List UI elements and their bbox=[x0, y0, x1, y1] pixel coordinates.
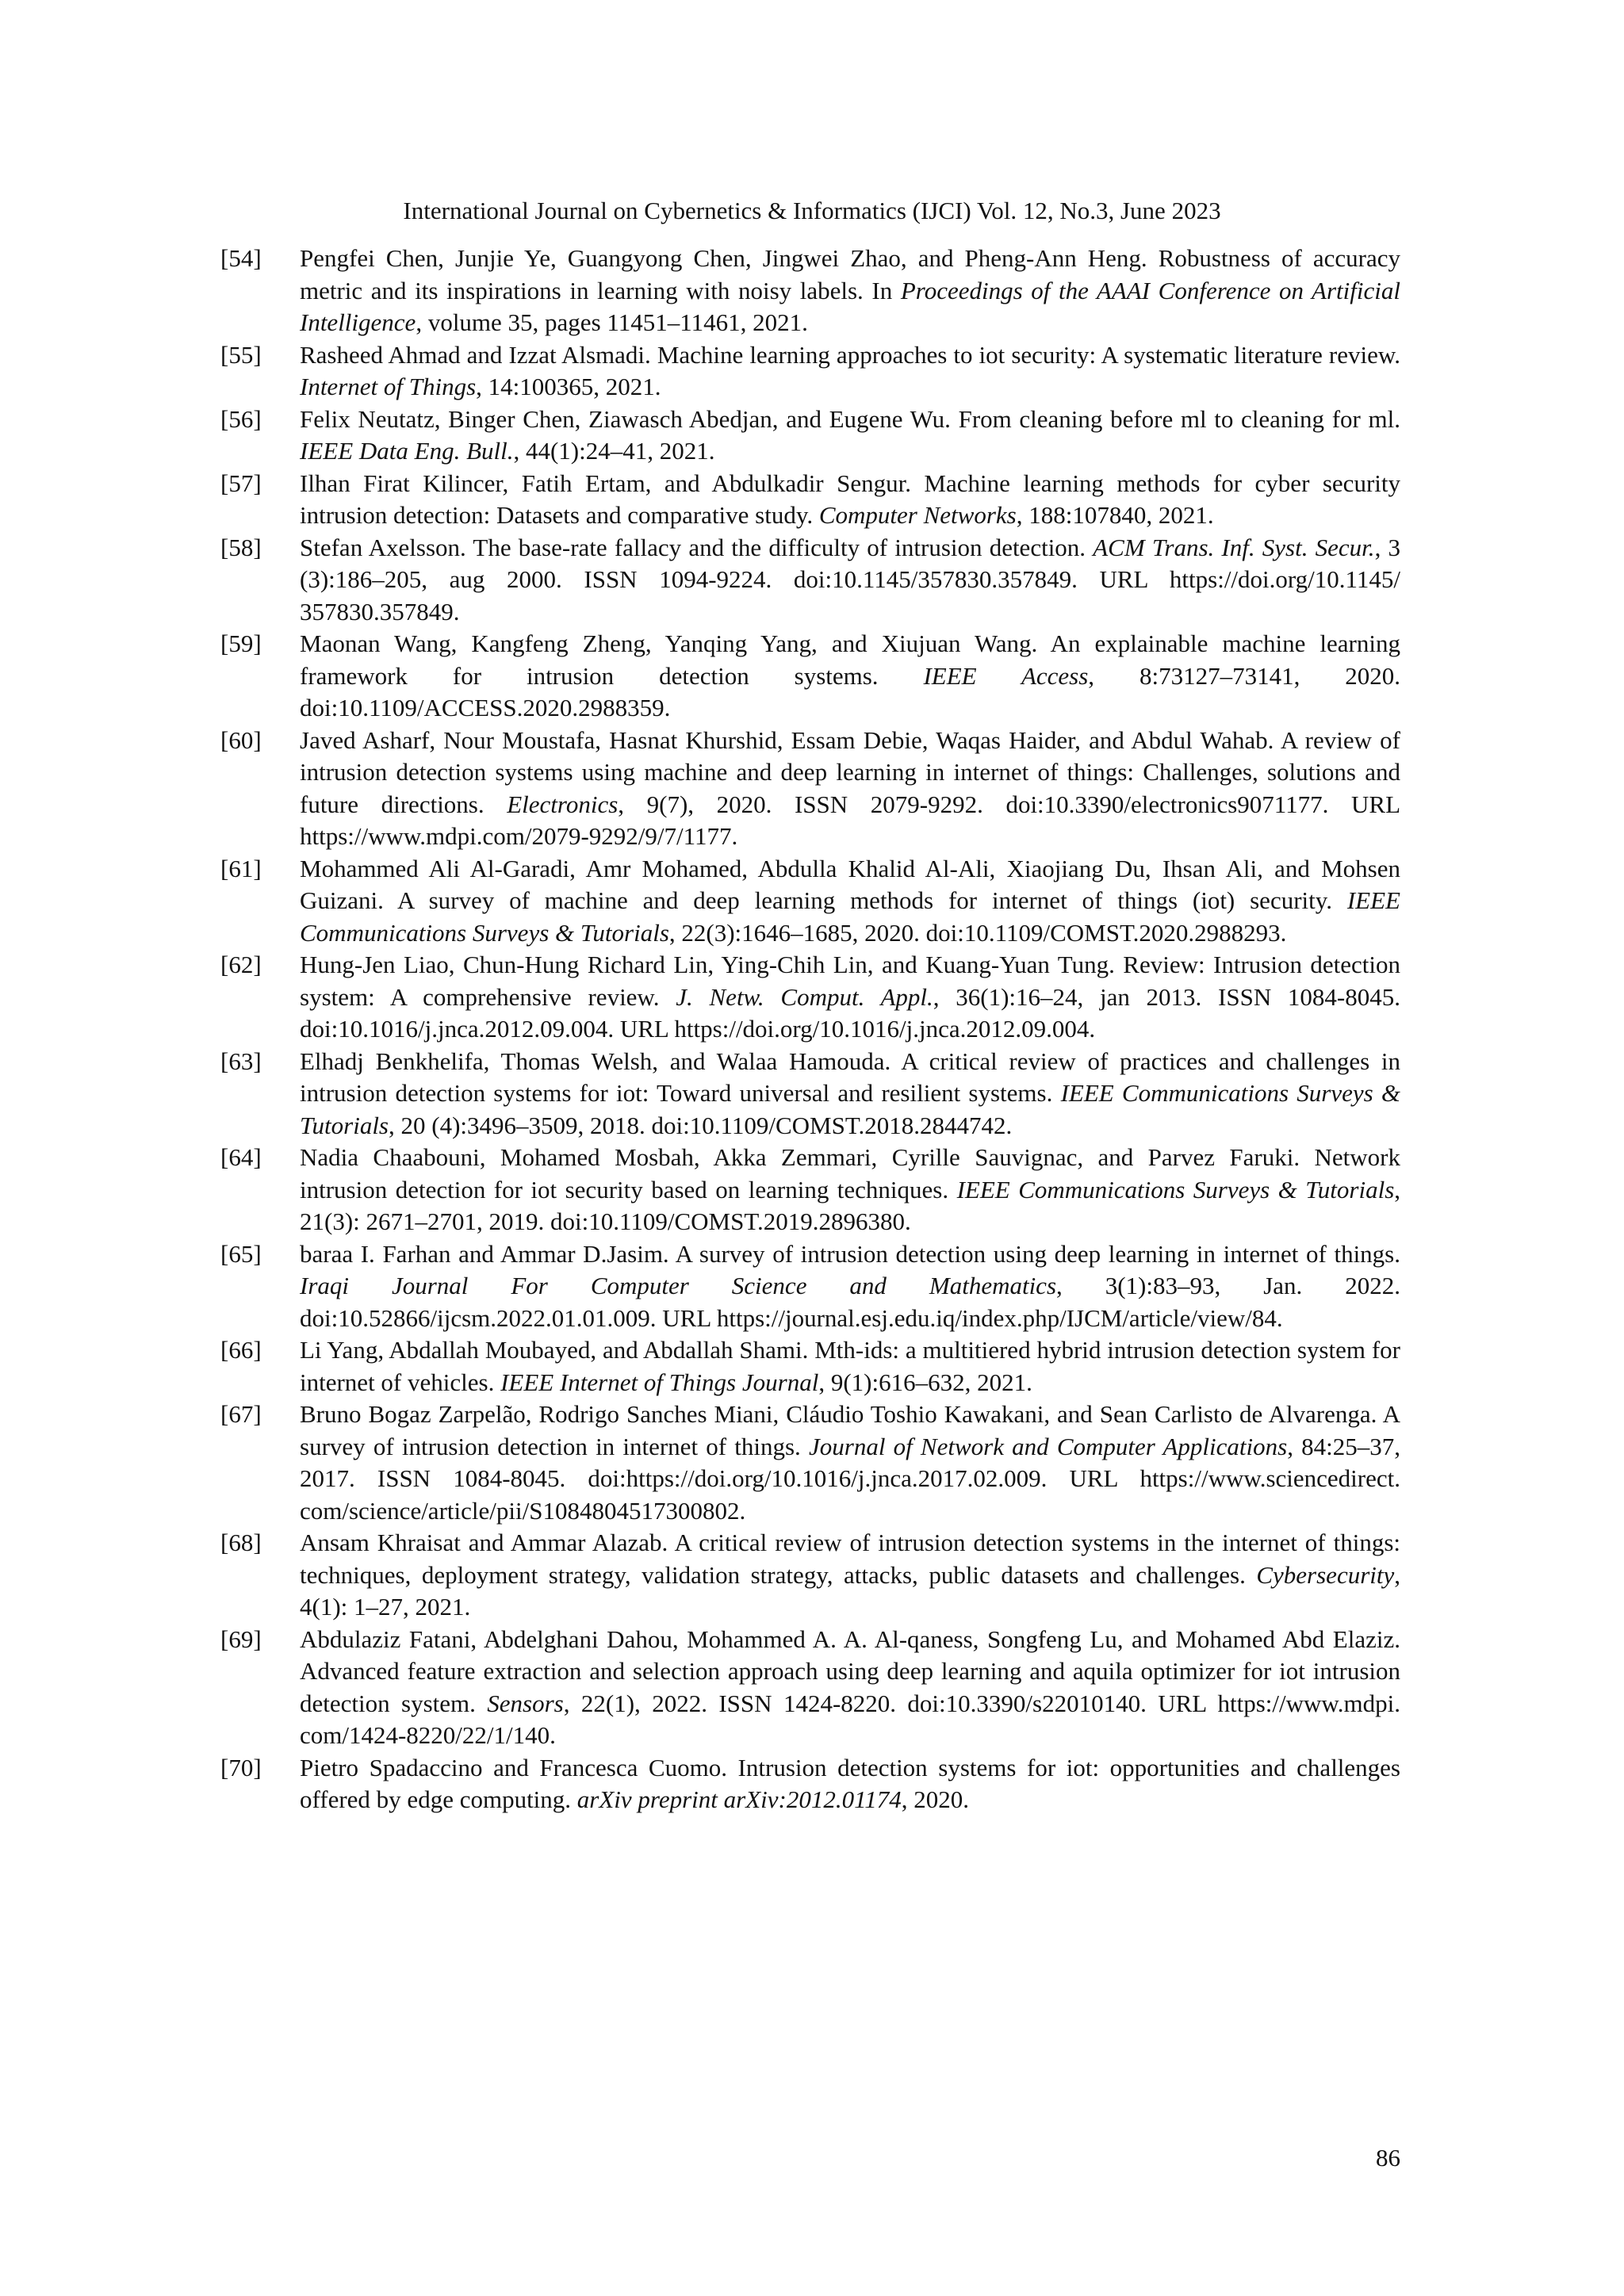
reference-number: [65] bbox=[220, 1239, 262, 1268]
reference-venue: arXiv preprint arXiv:2012.01174 bbox=[576, 1785, 902, 1813]
reference-text: Javed Asharf, Nour Moustafa, Hasnat Khurshid, Essam Debie, Waqas Haider, and Abdul Wahab. A review of intrusion detection systems using machine and deep learning in internet of things: Challenges, solutions and future directions. Electronics, 9(7), 2020. ISSN 2079-9292. doi:10.3390/electronics9071177. URL https://www.mdpi.com/2079-9292/9/7/1177. bbox=[300, 725, 1400, 850]
reference-text: Abdulaziz Fatani, Abdelghani Dahou, Mohammed A. A. Al-qaness, Songfeng Lu, and Mohamed Abd Elaziz. Advanced feature extraction and selection approach using deep learning and aquila optimizer for iot intrusion detection system. Sensors, 22(1), 2022. ISSN 1424-8220. doi:10.3390/s22010140. URL https://www.mdpi. com/1424-8220/22/1/140. bbox=[300, 1624, 1400, 1749]
reference-text: Rasheed Ahmad and Izzat Alsmadi. Machine learning approaches to iot security: A systematic literature review. Internet of Things, 14:100365, 2021. bbox=[300, 340, 1400, 400]
reference-number: [57] bbox=[220, 469, 262, 497]
reference-number: [54] bbox=[220, 244, 262, 272]
reference-number: [63] bbox=[220, 1047, 262, 1075]
reference-item bbox=[220, 243, 1400, 339]
reference-venue: IEEE Communications Surveys & Tutorials bbox=[300, 1079, 1401, 1139]
reference-venue: IEEE Data Eng. Bull. bbox=[300, 437, 514, 465]
reference-number: [55] bbox=[220, 340, 262, 369]
reference-item bbox=[220, 468, 1400, 532]
reference-number: [61] bbox=[220, 854, 262, 882]
reference-number: [56] bbox=[220, 404, 262, 433]
reference-venue: IEEE Access bbox=[923, 661, 1089, 690]
reference-venue: Computer Networks bbox=[818, 501, 1017, 529]
reference-list bbox=[220, 243, 1400, 1816]
reference-venue: Internet of Things bbox=[300, 373, 477, 400]
reference-venue: IEEE Communications Surveys & Tutorials bbox=[300, 886, 1400, 947]
reference-venue: Journal of Network and Computer Applications bbox=[809, 1432, 1288, 1460]
reference-item bbox=[220, 1334, 1400, 1399]
reference-text: baraa I. Farhan and Ammar D.Jasim. A survey of intrusion detection using deep learning in internet of things. Iraqi Journal For Computer Science and Mathematics, 3(1):83–93, Jan. 2022. doi:10.52866/ijcsm.2022.01.01.009. URL https://journal.esj.edu.iq/index.php/IJCM/article/view/84. bbox=[300, 1239, 1400, 1332]
reference-item bbox=[220, 1399, 1400, 1527]
reference-number: [67] bbox=[220, 1400, 262, 1428]
reference-item bbox=[220, 532, 1400, 629]
reference-text: Bruno Bogaz Zarpelão, Rodrigo Sanches Miani, Cláudio Toshio Kawakani, and Sean Carlisto de Alvarenga. A survey of intrusion detection in internet of things. Journal of Network and Computer Applications, 84:25–37, 2017. ISSN 1084-8045. doi:https://doi.org/10.1016/j.jnca.2017.02.009. URL https://www.sciencedirect. com/science/article/pii/S1084804517300802. bbox=[300, 1400, 1401, 1525]
reference-venue: IEEE Internet of Things Journal bbox=[500, 1368, 819, 1396]
reference-number: [69] bbox=[220, 1624, 262, 1653]
reference-number: [64] bbox=[220, 1143, 262, 1171]
reference-text: Maonan Wang, Kangfeng Zheng, Yanqing Yang, and Xiujuan Wang. An explainable machine learning framework for intrusion detection systems. IEEE Access, 8:73127–73141, 2020. doi:10.1109/ACCESS.2020.2988359. bbox=[300, 629, 1400, 721]
reference-item bbox=[220, 1046, 1400, 1142]
reference-number: [58] bbox=[220, 533, 262, 561]
reference-number: [70] bbox=[220, 1753, 262, 1781]
reference-venue: IEEE Communications Surveys & Tutorials bbox=[956, 1175, 1395, 1203]
reference-text: Nadia Chaabouni, Mohamed Mosbah, Akka Zemmari, Cyrille Sauvignac, and Parvez Faruki. Network intrusion detection for iot security based on learning techniques. IEEE Communications Surveys & Tutorials, 21(3): 2671–2701, 2019. doi:10.1109/COMST.2019.2896380. bbox=[300, 1143, 1401, 1235]
reference-item bbox=[220, 339, 1400, 404]
reference-text: Stefan Axelsson. The base-rate fallacy and the difficulty of intrusion detection. ACM Trans. Inf. Syst. Secur., 3 (3):186–205, aug 2000. ISSN 1094-9224. doi:10.1145/357830.357849. URL https://doi.org/10.1145/ 357830.357849. bbox=[300, 533, 1400, 626]
reference-text: Elhadj Benkhelifa, Thomas Welsh, and Walaa Hamouda. A critical review of practices and challenges in intrusion detection systems for iot: Toward universal and resilient systems. IEEE Communications Surveys & Tutorials, 20 (4):3496–3509, 2018. doi:10.1109/COMST.2018.2844742. bbox=[300, 1047, 1401, 1139]
reference-venue: J. Netw. Comput. Appl. bbox=[676, 982, 933, 1011]
reference-text: Ansam Khraisat and Ammar Alazab. A critical review of intrusion detection systems in the internet of things: techniques, deployment strategy, validation strategy, attacks, public datasets and challenges. Cybersecurity, 4(1): 1–27, 2021. bbox=[300, 1529, 1400, 1621]
reference-item bbox=[220, 404, 1400, 468]
reference-venue: ACM Trans. Inf. Syst. Secur. bbox=[1093, 533, 1375, 561]
reference-text: Pengfei Chen, Junjie Ye, Guangyong Chen, Jingwei Zhao, and Pheng-Ann Heng. Robustness of accuracy metric and its inspirations in learning with noisy labels. In Proceedings of the AAAI Conference on Artificial Intelligence, volume 35, pages 11451–11461, 2021. bbox=[300, 244, 1400, 336]
reference-venue: Sensors bbox=[487, 1689, 564, 1717]
reference-number: [59] bbox=[220, 629, 262, 657]
reference-number: [66] bbox=[220, 1336, 262, 1364]
page-number: 86 bbox=[1376, 2144, 1400, 2172]
reference-item bbox=[220, 1752, 1400, 1816]
reference-item bbox=[220, 1142, 1400, 1238]
reference-number: [62] bbox=[220, 951, 262, 978]
running-header: International Journal on Cybernetics & Informatics (IJCI) Vol. 12, No.3, June 2023 bbox=[403, 197, 1221, 224]
reference-text: Mohammed Ali Al-Garadi, Amr Mohamed, Abdulla Khalid Al-Ali, Xiaojiang Du, Ihsan Ali, and Mohsen Guizani. A survey of machine and deep learning methods for internet of things (iot) security. IEEE Communications Surveys & Tutorials, 22(3):1646–1685, 2020. doi:10.1109/COMST.2020.2988293. bbox=[300, 854, 1400, 947]
reference-text: Li Yang, Abdallah Moubayed, and Abdallah Shami. Mth-ids: a multitiered hybrid intrusion detection system for internet of vehicles. IEEE Internet of Things Journal, 9(1):616–632, 2021. bbox=[300, 1336, 1400, 1396]
reference-item bbox=[220, 1238, 1400, 1335]
reference-venue: Electronics bbox=[507, 790, 619, 818]
reference-item bbox=[220, 628, 1400, 725]
reference-text: Pietro Spadaccino and Francesca Cuomo. Intrusion detection systems for iot: opportunities and challenges offered by edge computing. arXiv preprint arXiv:2012.01174, 2020. bbox=[300, 1753, 1400, 1813]
reference-item bbox=[220, 725, 1400, 853]
reference-item bbox=[220, 1527, 1400, 1624]
reference-item bbox=[220, 853, 1400, 950]
reference-number: [68] bbox=[220, 1529, 262, 1556]
reference-venue: Cybersecurity bbox=[1256, 1560, 1395, 1589]
reference-text: Ilhan Firat Kilincer, Fatih Ertam, and Abdulkadir Sengur. Machine learning methods for cyber security intrusion detection: Datasets and comparative study. Computer Networks, 188:107840, 2021. bbox=[300, 469, 1400, 529]
reference-text: Hung-Jen Liao, Chun-Hung Richard Lin, Ying-Chih Lin, and Kuang-Yuan Tung. Review: Intrusion detection system: A comprehensive review. J. Netw. Comput. Appl., 36(1):16–24, jan 2013. ISSN 1084-8045. doi:10.1016/j.jnca.2012.09.004. URL https://doi.org/10.1016/j.jnca.2012.09.004. bbox=[300, 951, 1400, 1043]
reference-venue: Proceedings of the AAAI Conference on Artificial Intelligence bbox=[300, 276, 1400, 336]
reference-item bbox=[220, 1624, 1400, 1752]
reference-venue: Iraqi Journal For Computer Science and Mathematics bbox=[300, 1272, 1057, 1299]
reference-text: Felix Neutatz, Binger Chen, Ziawasch Abedjan, and Eugene Wu. From cleaning before ml to cleaning for ml. IEEE Data Eng. Bull., 44(1):24–41, 2021. bbox=[300, 404, 1400, 465]
reference-number: [60] bbox=[220, 725, 262, 754]
reference-item bbox=[220, 949, 1400, 1046]
